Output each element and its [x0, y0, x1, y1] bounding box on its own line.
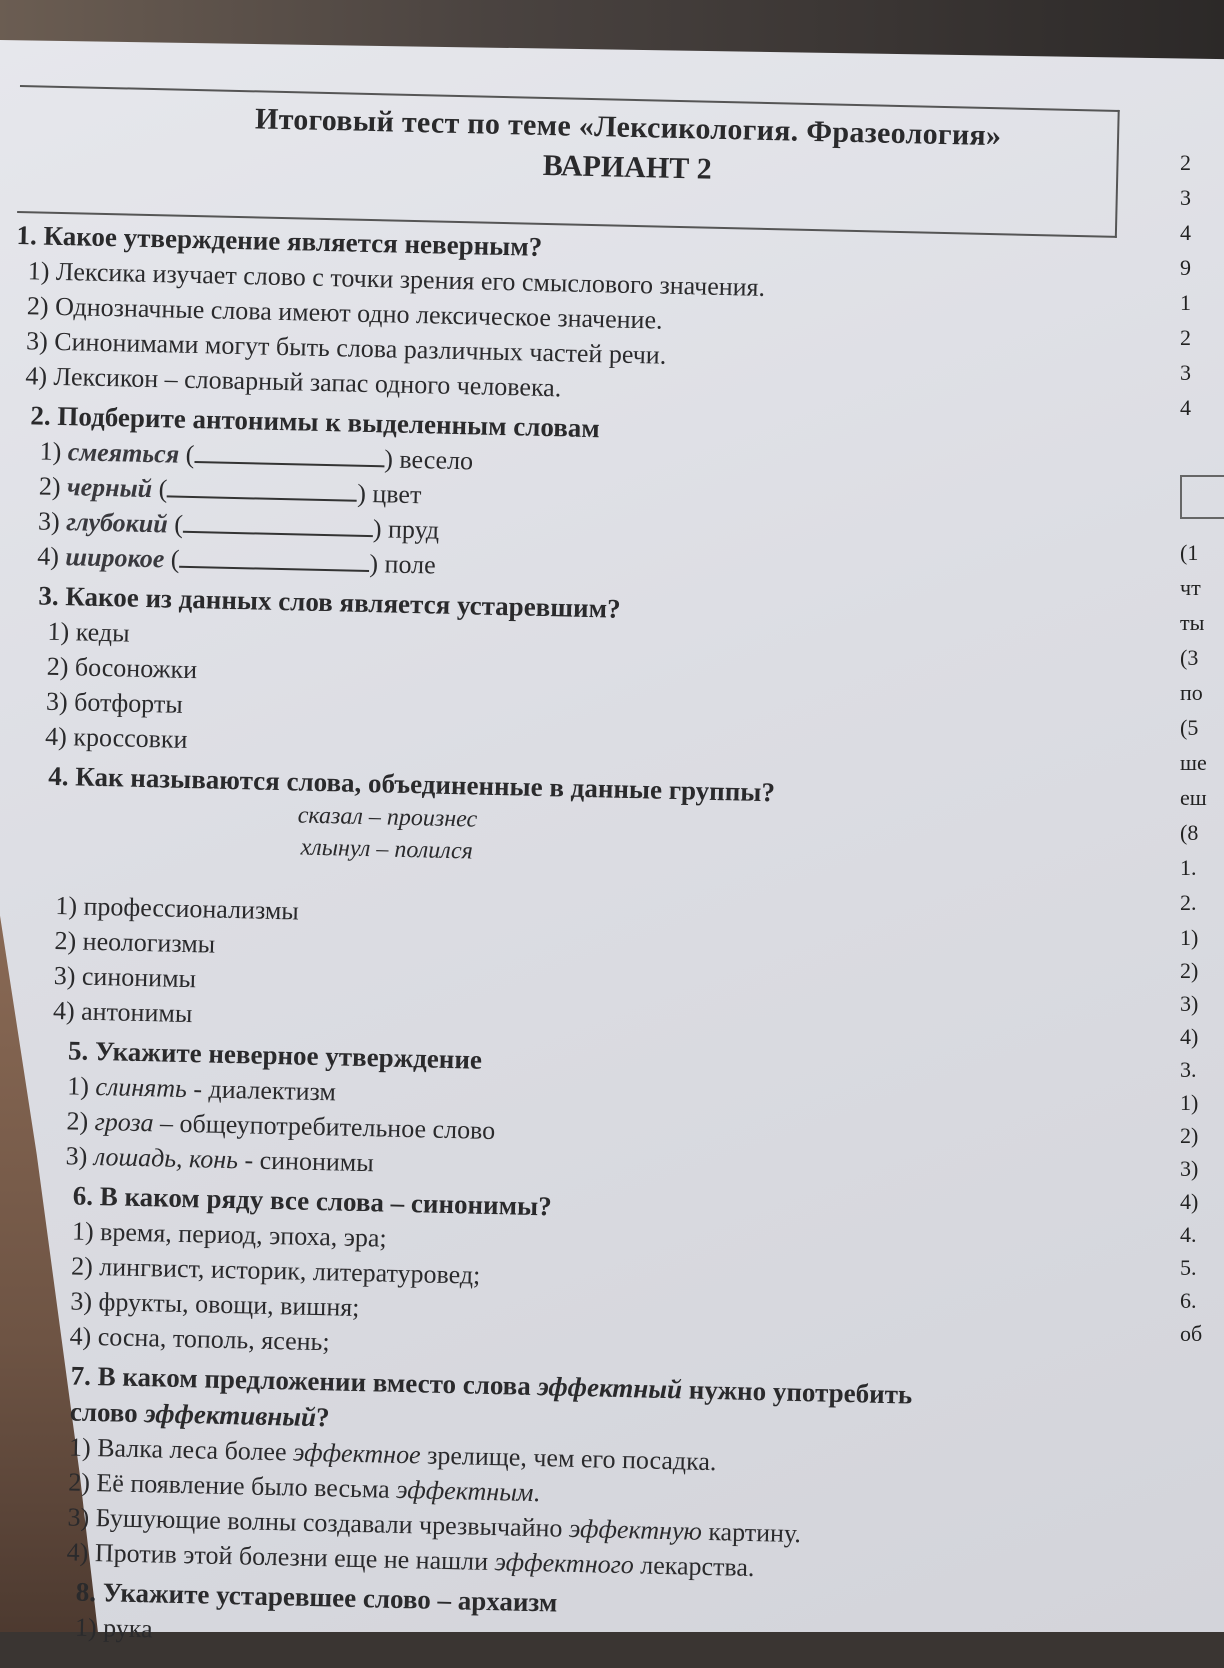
side-text: 1) [1180, 925, 1199, 950]
highlighted-word: эффектную [568, 1513, 703, 1546]
side-text: 5. [1180, 1255, 1197, 1280]
side-text: 4. [1180, 1222, 1197, 1247]
question-3-text: 3. Какое из данных слов является устаревшим? [38, 580, 621, 624]
side-text: 2. [1180, 890, 1197, 915]
question-3-option-2: 2) босоножки [46, 651, 198, 685]
side-text: 1) [1180, 1090, 1199, 1115]
question-5-text: 5. Укажите неверное утверждение [67, 1035, 483, 1075]
question-7-text-part: нужно употребить [681, 1374, 913, 1410]
side-text: об [1180, 1321, 1203, 1346]
adjacent-page-strip [1176, 120, 1224, 1420]
title-box [17, 85, 1120, 238]
question-4-option-2: 2) неологизмы [54, 926, 216, 959]
side-text: (1 [1180, 540, 1199, 565]
question-6-option-2: 2) лингвист, историк, литературовед; [70, 1251, 481, 1290]
side-text: 3) [1180, 1156, 1199, 1181]
side-text: еш [1180, 785, 1207, 810]
highlighted-word: смеяться [67, 437, 180, 469]
question-1-option-4: 4) Лексикон – словарный запас одного человека. [25, 361, 562, 403]
side-text: 1 [1180, 290, 1191, 315]
option-rest: пруд [387, 514, 440, 545]
question-1-option-2: 2) Однозначные слова имеют одно лексическое значение. [26, 291, 663, 335]
side-text: (5 [1180, 715, 1199, 740]
question-4 [43, 758, 1125, 1052]
question-4-example-2: хлынул – полился [300, 834, 474, 865]
side-box [1180, 475, 1224, 519]
option-text: картину. [701, 1516, 802, 1549]
bracket-open: ( [170, 544, 180, 574]
option-rest: цвет [372, 479, 422, 510]
question-8-option-1: 1) рука [74, 1612, 153, 1644]
question-7-text-part: слово [69, 1396, 145, 1429]
highlighted-word: эффектного [494, 1547, 635, 1580]
bracket-close: ) [369, 549, 379, 579]
side-text: (3 [1180, 645, 1199, 670]
side-text: 4) [1180, 1189, 1199, 1214]
question-6-option-3: 3) фрукты, овощи, вишня; [70, 1286, 360, 1323]
question-3-option-1: 1) кеды [47, 616, 130, 648]
answer-blank[interactable] [194, 439, 384, 467]
side-text: 6. [1180, 1288, 1197, 1313]
question-3-option-3: 3) ботфорты [45, 686, 184, 719]
option-rest: поле [384, 549, 437, 580]
question-7-text-part: 7. В каком предложении вместо слова [70, 1360, 538, 1402]
question-5 [65, 1032, 1118, 1197]
question-3-option-4: 4) кроссовки [44, 721, 188, 754]
question-6-text: 6. В каком ряду все слова – синонимы? [72, 1180, 552, 1222]
side-text: 9 [1180, 255, 1191, 280]
bracket-close: ) [372, 514, 382, 544]
highlighted-word: широкое [65, 542, 165, 574]
option-rest: - синонимы [237, 1145, 375, 1178]
side-text: 3. [1180, 1057, 1197, 1082]
question-7 [66, 1357, 1111, 1593]
side-text: 4 [1180, 395, 1191, 420]
side-text: ше [1180, 750, 1207, 775]
option-number: 3) [65, 1141, 88, 1171]
answer-blank[interactable] [183, 509, 373, 537]
side-text: 2) [1180, 958, 1199, 983]
question-3 [35, 578, 1129, 779]
option-rest: - диалектизм [186, 1074, 337, 1107]
option-rest: – общеупотребительное слово [153, 1108, 496, 1146]
answer-blank[interactable] [179, 544, 369, 572]
question-6-option-4: 4) сосна, тополь, ясень; [69, 1321, 331, 1357]
question-1-option-3: 3) Синонимами могут быть слова различных частей речи. [25, 326, 667, 370]
highlighted-word: черный [66, 472, 153, 504]
option-number: 2) [38, 471, 61, 502]
option-text: зрелище, чем его посадка. [420, 1440, 717, 1477]
option-text: 1) Валка леса более [68, 1432, 294, 1467]
question-4-text: 4. Как называются слова, объединенные в данные группы? [47, 760, 776, 808]
question-6 [69, 1177, 1115, 1377]
side-text: 3) [1180, 991, 1199, 1016]
highlighted-word: слинять [95, 1071, 188, 1104]
answer-blank[interactable] [167, 473, 357, 501]
question-1 [13, 217, 1137, 418]
question-4-option-4: 4) антонимы [52, 995, 193, 1029]
side-text: 2 [1180, 325, 1191, 350]
question-4-option-3: 3) синонимы [53, 960, 197, 994]
option-text: . [533, 1478, 541, 1508]
highlighted-word: глубокий [65, 507, 169, 539]
question-4-example-1: сказал – произнес [297, 802, 478, 833]
question-6-option-1: 1) время, период, эпоха, эра; [71, 1216, 388, 1253]
side-text: 4 [1180, 220, 1191, 245]
question-8-text: 8. Укажите устаревшее слово – архаизм [75, 1576, 558, 1618]
side-text: 3 [1180, 185, 1191, 210]
question-4-option-1: 1) профессионализмы [55, 891, 300, 926]
option-text: 4) Против этой болезни еще не нашли [66, 1537, 495, 1577]
question-7-text-part: ? [315, 1402, 330, 1433]
side-text: чт [1180, 575, 1201, 600]
option-rest: весело [399, 444, 474, 476]
side-text: 3 [1180, 360, 1191, 385]
option-text: 2) Её появление было весьма [67, 1467, 397, 1504]
question-1-text: 1. Какое утверждение является неверным? [16, 219, 543, 262]
side-text: 4) [1180, 1024, 1199, 1049]
question-7-word-1: эффектный [537, 1371, 683, 1405]
option-text: 3) Бушующие волны создавали чрезвычайно [67, 1502, 570, 1543]
question-7-word-2: эффективный [144, 1398, 317, 1433]
question-1-option-1: 1) Лексика изучает слово с точки зрения его смыслового значения. [27, 256, 766, 302]
test-page [0, 85, 1140, 1668]
highlighted-word: эффектным [395, 1474, 534, 1508]
highlighted-word: гроза [94, 1106, 154, 1138]
side-text: ты [1180, 610, 1205, 635]
bracket-open: ( [185, 439, 195, 470]
option-number: 2) [66, 1106, 89, 1136]
side-text: 2) [1180, 1123, 1199, 1148]
option-number: 1) [66, 1071, 90, 1101]
side-text: 1. [1180, 855, 1197, 880]
question-2 [27, 397, 1133, 598]
side-text: по [1180, 680, 1203, 705]
bracket-close: ) [383, 444, 394, 474]
bracket-open: ( [158, 474, 168, 504]
variant-label: ВАРИАНТ 2 [542, 148, 713, 186]
bracket-open: ( [173, 509, 184, 539]
option-number: 1) [39, 436, 62, 467]
question-2-text: 2. Подберите антонимы к выделенным словам [30, 400, 601, 444]
highlighted-word: лошадь, конь [93, 1141, 239, 1175]
option-number: 3) [37, 506, 61, 537]
bracket-close: ) [356, 478, 367, 508]
side-text: 2 [1180, 150, 1191, 175]
highlighted-word: эффектное [292, 1437, 422, 1470]
option-number: 4) [36, 541, 60, 572]
option-text: лекарства. [633, 1550, 755, 1583]
side-text: (8 [1180, 820, 1199, 845]
test-title: Итоговый тест по теме «Лексикология. Фразеология» [254, 102, 1002, 153]
